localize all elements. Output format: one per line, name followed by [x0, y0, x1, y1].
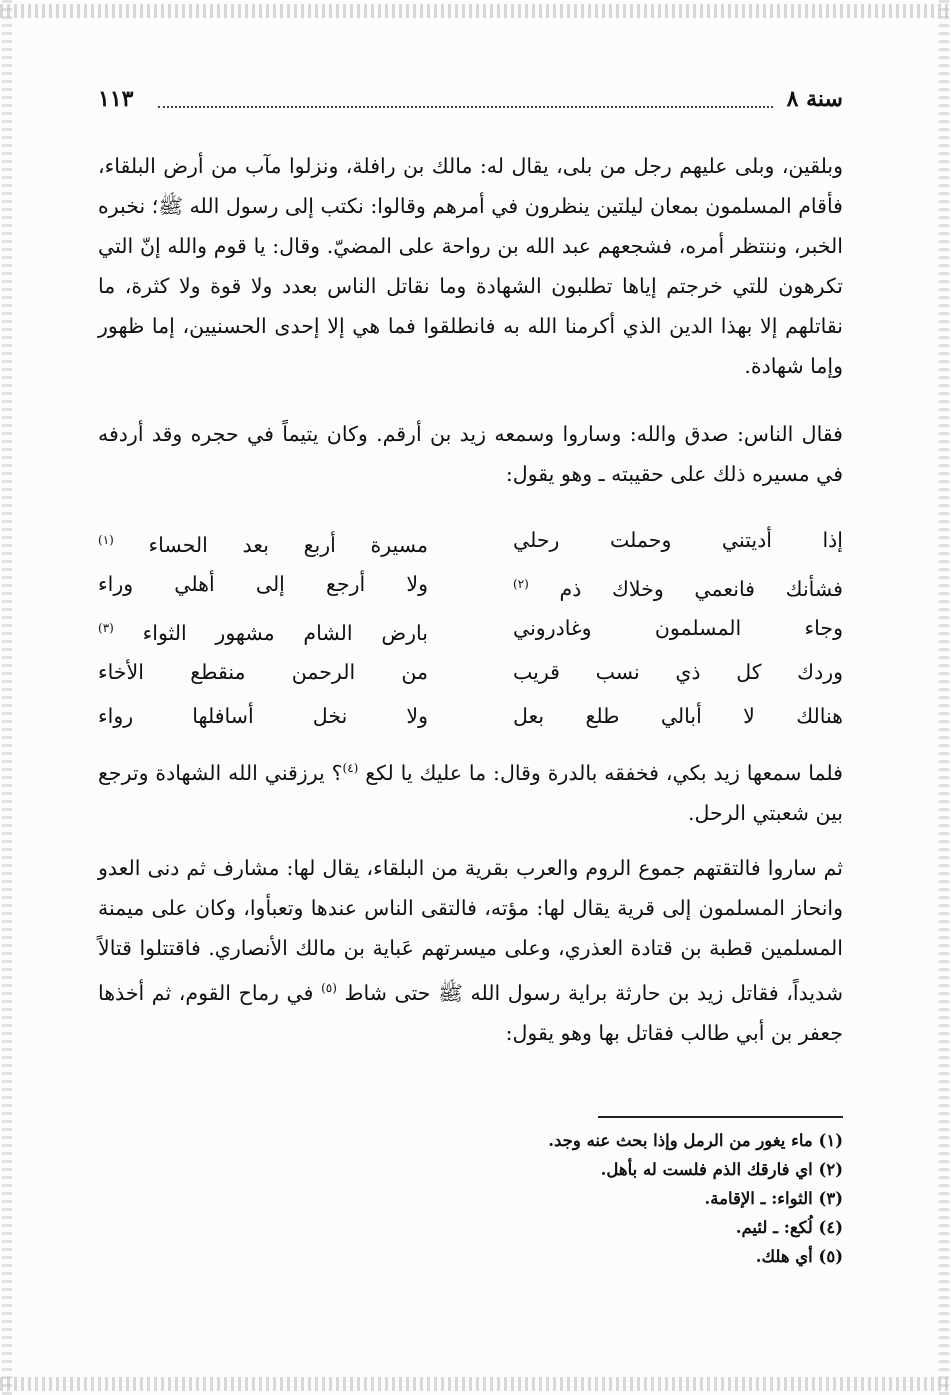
verse-second-hemistich: ولا نخل أسافلها رواء — [98, 704, 428, 728]
verse-first-hemistich: وجاء المسلمون وغادروني — [513, 616, 843, 640]
header-dotted-leader — [158, 106, 773, 108]
verse-first-hemistich: وردك كل ذي نسب قريب — [513, 660, 843, 684]
poem-verse — [98, 652, 843, 696]
page-header — [98, 86, 843, 122]
footnote-marker: (١) — [98, 533, 114, 547]
footnote: (٢) اي فارقك الذم فلست له بأهل. — [600, 1160, 843, 1179]
verse-second-hemistich: مسيرة أربع بعد الحساء $^{(١)}$ — [98, 532, 428, 557]
footnote: (٤) لُكع: ـ لئيم. — [735, 1218, 843, 1237]
bottom-ornament-border — [0, 1377, 951, 1391]
verse-second-hemistich: ولا أرجع إلى أهلي وراء — [98, 572, 428, 596]
paragraph-4: ثم ساروا فالتقتهم جموع الروم والعرب بقرية من البلقاء، يقال لها: مشارف ثم دنى العدو وانحاز المسلمون إلى قرية يقال لها: مؤته، فالتقى الناس عندها وتعبأوا، وكان على ميمنة المسلمين قطبة بن قتادة العذري، وعلى ميسرتهم عَباية بن مالك الأنصاري. فاقتتلوا قتالاً شديداً، فقاتل زيد بن حارثة براية رسول الله ﷺ حتى شاط $^{(٥)}$ في رماح القوم، ثم أخذها جعفر بن أبي طالب فقاتل بها وهو يقول: — [98, 856, 843, 1045]
footnote-marker: (٣) — [98, 621, 114, 635]
poem-verse — [98, 564, 843, 608]
verse-second-hemistich: من الرحمن منقطع الأخاء — [98, 660, 428, 684]
right-ornament-border — [939, 0, 949, 1395]
footnote: (٥) أي هلك. — [755, 1247, 843, 1266]
footnotes — [98, 1126, 843, 1271]
poem-verse — [98, 608, 843, 652]
verse-first-hemistich: هنالك لا أبالي طلع بعل — [513, 704, 843, 728]
paragraph-1: وبلقين، وبلى عليهم رجل من بلى، يقال له: مالك بن رافلة، ونزلوا مآب من أرض البلقاء، فأقام المسلمون بمعان ليلتين ينظرون في أمرهم وقالوا: نكتب إلى رسول الله ﷺ؛ نخبره الخبر، وننتظر أمره، فشجعهم عبد الله بن رواحة على المضيّ. وقال: يا قوم والله إنّ التي تكرهون للتي خرجتم إياها تطلبون الشهادة وما نقاتل الناس بعدد ولا قوة ولا كثرة، ما نقاتلهم إلا بهذا الدين الذي أكرمنا الله به فانطلقوا فما هي إلا إحدى الحسنيين، إما ظهور وإما شهادة. — [98, 154, 843, 378]
paragraph-2: فقال الناس: صدق والله: وساروا وسمعه زيد بن أرقم. وكان يتيماً في حجره وقد أردفه في مسيره ذلك على حقيبته ـ وهو يقول: — [98, 422, 843, 486]
footnote: (٣) الثواء: ـ الإقامة. — [704, 1189, 843, 1208]
paragraph-3: فلما سمعها زيد بكي، فخفقه بالدرة وقال: ما عليك يا لكع $^{(٤)}$؟ يرزقني الله الشهادة وترجع بين شعبتي الرحل. — [98, 760, 843, 825]
running-head-year: سنة ٨ — [786, 86, 843, 112]
footnote-marker: (٢) — [513, 577, 529, 591]
verse-first-hemistich: إذا أديتني وحملت رحلي — [513, 528, 843, 552]
poem — [98, 520, 843, 740]
footnote: (١) ماء يغور من الرمل وإذا بحث عنه وجد. — [548, 1131, 843, 1150]
footnote-marker: (٥) — [321, 981, 337, 995]
footnote-marker: (٤) — [342, 761, 359, 775]
poem-verse — [98, 696, 843, 740]
verse-second-hemistich: بارض الشام مشهور الثواء $^{(٣)}$ — [98, 620, 428, 645]
poem-verse — [98, 520, 843, 564]
footnote-separator — [598, 1116, 843, 1118]
left-ornament-border — [2, 0, 12, 1395]
top-ornament-border — [0, 4, 951, 18]
page-number: ١١٣ — [98, 86, 134, 112]
verse-first-hemistich: فشأنك فانعمي وخلاك ذم $^{(٢)}$ — [513, 576, 843, 601]
